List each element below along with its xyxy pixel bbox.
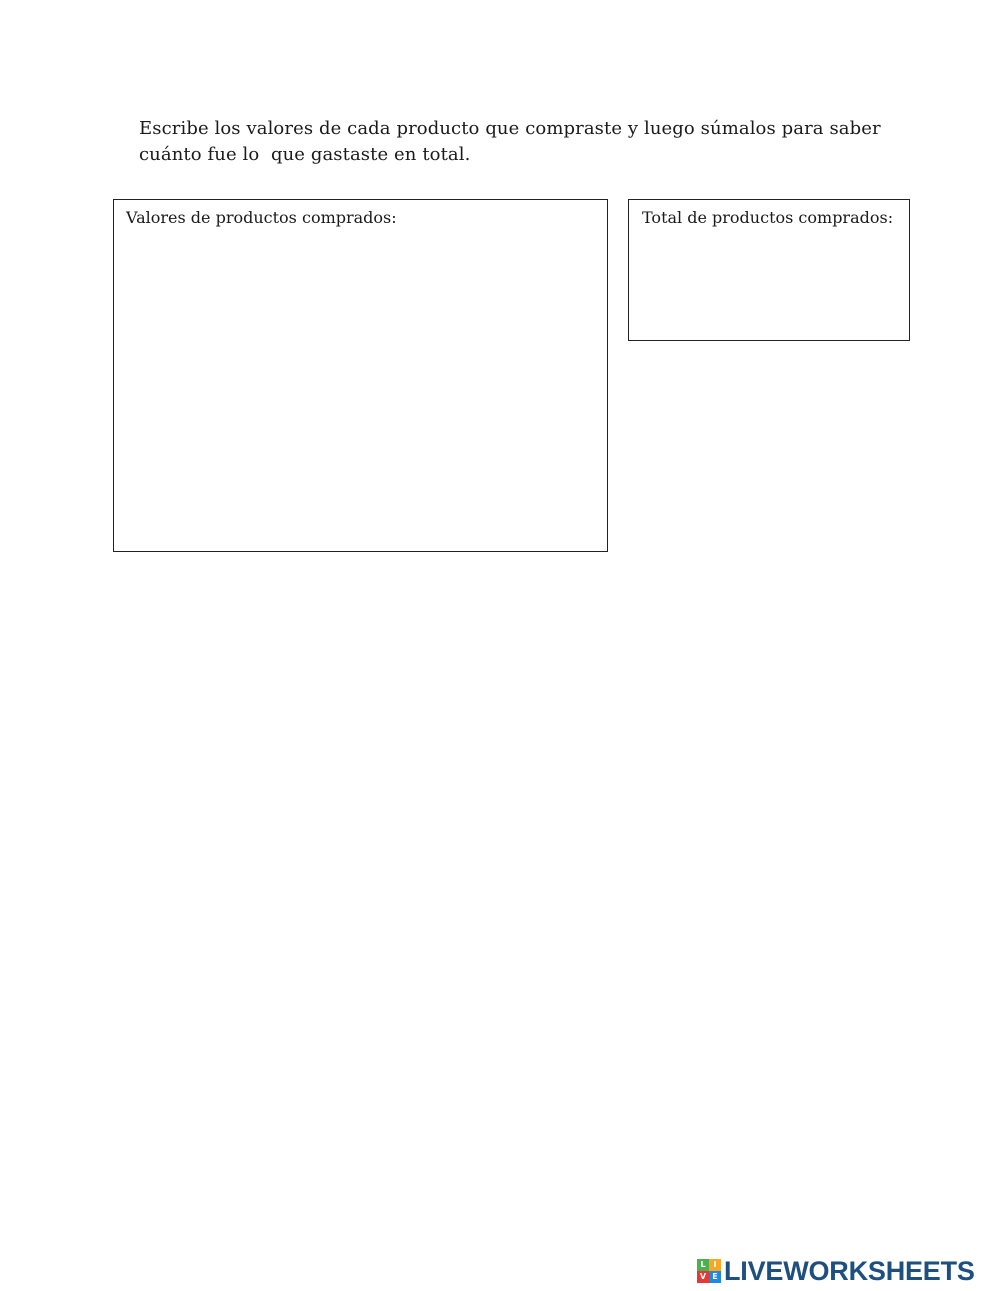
product-values-label: Valores de productos comprados:: [126, 208, 397, 227]
product-total-label: Total de productos comprados:: [642, 208, 894, 227]
instructions-text: [139, 116, 879, 168]
logo-letter-l: L: [697, 1259, 709, 1271]
logo-letter-e: E: [709, 1271, 721, 1283]
instructions-line-2: cuánto fue lo que gastaste en total.: [139, 144, 471, 165]
instructions-line-1: Escribe los valores de cada producto que compraste y luego súmalos para saber: [139, 118, 881, 139]
liveworksheets-logo: [697, 1257, 975, 1285]
product-total-box[interactable]: [628, 199, 910, 341]
product-values-box[interactable]: [113, 199, 608, 552]
logo-letter-v: V: [697, 1271, 709, 1283]
liveworksheets-logo-text: LIVEWORKSHEETS: [724, 1256, 975, 1286]
liveworksheets-logo-icon: [697, 1259, 721, 1283]
logo-letter-i: I: [709, 1259, 721, 1271]
